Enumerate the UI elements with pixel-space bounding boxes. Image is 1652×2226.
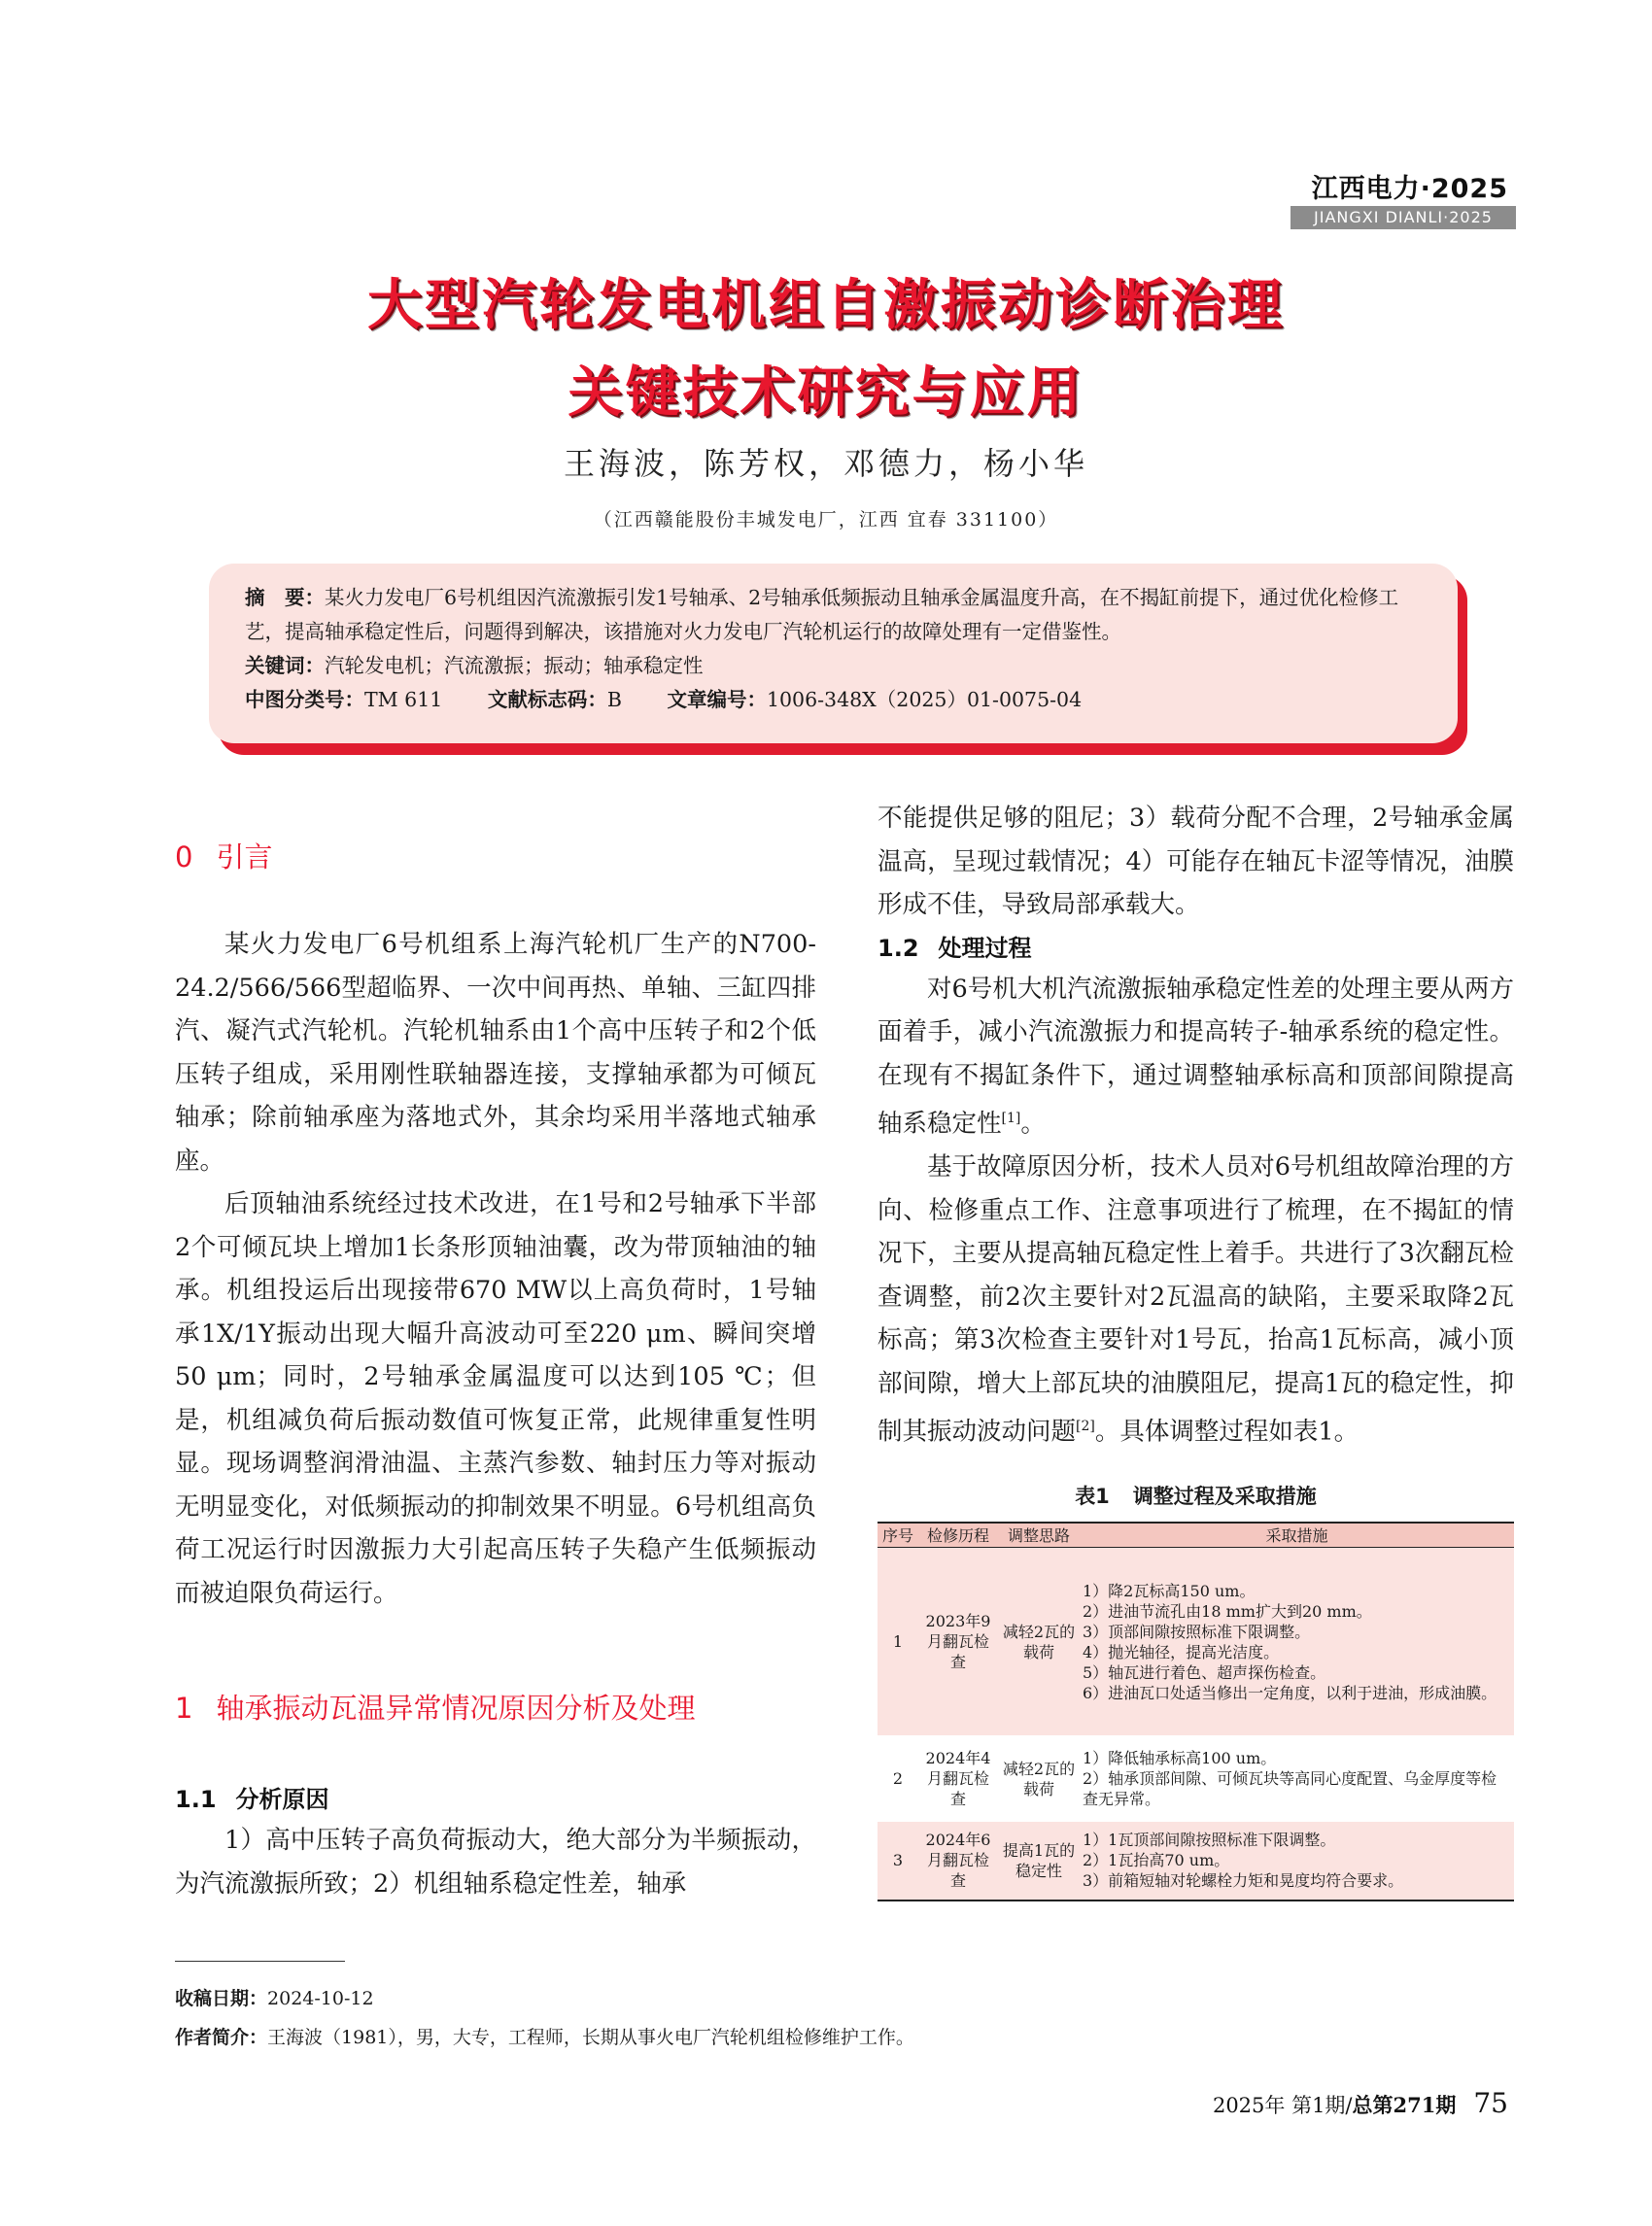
- table-cell-measures: [1080, 1821, 1514, 1901]
- table-cell-history: 2023年9月翻瓦检查: [918, 1548, 998, 1737]
- issue-total: 总第271期: [1352, 2093, 1457, 2117]
- table-cell-no: 3: [878, 1821, 918, 1901]
- doc-code-label: 文献标志码：: [487, 688, 607, 711]
- paragraph: 1）高中压转子高负荷振动大，绝大部分为半频振动，为汽流激振所致；2）机组轴系稳定性差，轴承: [175, 1826, 816, 1899]
- clc-label: 中图分类号：: [245, 688, 364, 711]
- paragraph-text: 基于故障原因分析，技术人员对6号机组故障治理的方向、检修重点工作、注意事项进行了梳理，在不揭缸的情况下，主要从提高轴瓦稳定性上着手。共进行了3次翻瓦检查调整，前2次主要针对2瓦温高的缺陷，主要采取降2瓦标高；第3次检查主要针对1号瓦，抬高1瓦标高，减小顶部间隙，增大上部瓦块的油膜阻尼，提高1瓦的稳定性，抑制其振动波动问题: [878, 1152, 1514, 1447]
- received-value: 2024-10-12: [267, 1988, 374, 2009]
- subsection-title: 处理过程: [938, 934, 1032, 962]
- section-1-1-heading: [175, 1778, 816, 1822]
- subsection-title: 分析原因: [235, 1786, 329, 1813]
- paragraph-text: 对6号机大机汽流激振轴承稳定性差的处理主要从两方面着手，减小汽流激振力和提高转子-轴承系统的稳定性。在现有不揭缸条件下，通过调整轴承标高和顶部间隙提高轴系稳定性: [878, 974, 1514, 1139]
- author-bio-text: 王海波（1981），男，大专，工程师，长期从事火电厂汽轮机组检修维护工作。: [267, 2027, 914, 2048]
- paragraph: 某火力发电厂6号机组系上海汽轮机厂生产的N700-24.2/566/566型超临界、一次中间再热、单轴、三缸四排汽、凝汽式汽轮机。汽轮机轴系由1个高中压转子和2个低压转子组成，采用刚性联轴器连接，支撑轴承都为可倾瓦轴承；除前轴承座为落地式外，其余均采用半落地式轴承座。: [175, 930, 816, 1176]
- section-title: 引言: [216, 840, 273, 873]
- table-header-row: [878, 1523, 1514, 1548]
- section-0-heading-wrap: [175, 836, 816, 879]
- measure-item: 4）抛光轴径，提高光洁度。: [1083, 1642, 1280, 1661]
- section-1-1-text: [175, 1819, 816, 1905]
- abstract-line: [245, 581, 1430, 649]
- classification-line: [245, 683, 1430, 717]
- paragraph: 后顶轴油系统经过技术改进，在1号和2号轴承下半部2个可倾瓦块上增加1长条形顶轴油囊，改为带顶轴油的轴承。机组投运后出现接带670 MW以上高负荷时，1号轴承1X/1Y振动出现大幅升高波动可至220 μm、瞬间突增50 μm；同时，2号轴承金属温度可以达到105 ℃；但是，机组减负荷后振动数值可恢复正常，此规律重复性明显。现场调整润滑油温、主蒸汽参数、轴封压力等对振动无明显变化，对低频振动的抑制效果不明显。6号机组高负荷工况运行时因激振力大引起高压转子失稳产生低频振动而被迫限负荷运行。: [175, 1189, 816, 1608]
- doc-code-value: B: [606, 688, 622, 711]
- table-header: 调整思路: [998, 1523, 1080, 1548]
- table-cell-history: 2024年4月翻瓦检查: [918, 1737, 998, 1821]
- journal-name-en: JIANGXI DIANLI·2025: [1291, 206, 1516, 229]
- measure-item: 1）1瓦顶部间隙按照标准下限调整。: [1083, 1831, 1336, 1850]
- table-cell-measures: [1080, 1737, 1514, 1821]
- abstract-text: 某火力发电厂6号机组因汽流激振引发1号轴承、2号轴承低频振动且轴承金属温度升高，在不揭缸前提下，通过优化检修工艺，提高轴承稳定性后，问题得到解决，该措施对火力发电厂汽轮机运行的故障处理有一定借鉴性。: [245, 586, 1399, 643]
- measure-item: 1）降2瓦标高150 um。: [1083, 1581, 1256, 1600]
- section-number: 0: [175, 840, 193, 873]
- table-row: [878, 1737, 1514, 1821]
- table-header: 检修历程: [918, 1523, 998, 1548]
- measure-item: 2）1瓦抬高70 um。: [1083, 1851, 1230, 1870]
- section-number: 1: [175, 1692, 193, 1725]
- authors: 王海波，陈芳权，邓德力，杨小华: [563, 445, 1088, 482]
- measure-item: 5）轴瓦进行着色、超声探伤检查。: [1083, 1662, 1326, 1682]
- article-title-line2: 关键技术研究与应用: [568, 361, 1084, 425]
- table-cell-no: 1: [878, 1548, 918, 1737]
- measure-item: 6）进油瓦口处适当修出一定角度，以利于进油，形成油膜。: [1083, 1683, 1497, 1702]
- section-1-2-heading: [878, 929, 1514, 968]
- citation-ref: [1]: [1001, 1111, 1021, 1126]
- section-title: 轴承振动瓦温异常情况原因分析及处理: [216, 1692, 696, 1725]
- author-bio: [175, 2023, 914, 2049]
- table-cell-no: 2: [878, 1737, 918, 1821]
- measure-item: 2）轴承顶部间隙、可倾瓦块等高同心度配置、乌金厚度等检查无异常。: [1083, 1769, 1497, 1808]
- table-cell-history: 2024年6月翻瓦检查: [918, 1821, 998, 1901]
- keywords-label: 关键词：: [245, 654, 325, 677]
- measure-item: 2）进油节流孔由18 mm扩大到20 mm。: [1083, 1601, 1372, 1621]
- abstract-label: 摘 要：: [245, 586, 325, 609]
- paragraph: [878, 1146, 1514, 1454]
- paragraph-text: 。具体调整过程如表1。: [1094, 1417, 1359, 1447]
- measure-item: 3）前箱短轴对轮螺栓力矩和晃度均符合要求。: [1083, 1871, 1404, 1891]
- clc-value: TM 611: [364, 688, 443, 711]
- article-no-value: 1006-348X（2025）01-0075-04: [766, 688, 1083, 711]
- paragraph: [878, 968, 1514, 1147]
- measure-item: 3）顶部间隙按照标准下限调整。: [1083, 1622, 1311, 1641]
- page-number: 75: [1473, 2087, 1508, 2119]
- article-title-line1: 大型汽轮发电机组自激振动诊断治理: [367, 274, 1285, 337]
- table-row: [878, 1548, 1514, 1737]
- table-number: 表1: [1075, 1485, 1110, 1508]
- section-0-heading: [175, 836, 816, 879]
- keywords: 汽轮发电机；汽流激振；振动；轴承稳定性: [325, 654, 704, 677]
- table-cell-measures: [1080, 1548, 1514, 1737]
- citation-ref: [2]: [1076, 1419, 1095, 1434]
- paragraph-text: 。: [1020, 1109, 1046, 1139]
- received-label: 收稿日期：: [175, 1988, 268, 2009]
- issue-info: 2025年 第1期/: [1212, 2094, 1353, 2117]
- footnote-rule: [175, 1961, 345, 1962]
- received-date: [175, 1984, 374, 2010]
- subsection-number: 1.1: [175, 1786, 217, 1813]
- abstract-content: [245, 581, 1430, 717]
- section-1-heading-wrap: [175, 1687, 816, 1730]
- right-column-text: [878, 797, 1514, 1454]
- table-header: 序号: [878, 1523, 918, 1548]
- keywords-line: [245, 649, 1430, 683]
- paragraph: 不能提供足够的阻尼；3）载荷分配不合理，2号轴承金属温高，呈现过载情况；4）可能存在轴瓦卡涩等情况，油膜形成不佳，导致局部承载大。: [878, 804, 1514, 919]
- table-header: 采取措施: [1080, 1523, 1514, 1548]
- table-cell-idea: 减轻2瓦的载荷: [998, 1737, 1080, 1821]
- table-title: 调整过程及采取措施: [1132, 1485, 1317, 1508]
- article-no-label: 文章编号：: [667, 688, 767, 711]
- affiliation: （江西赣能股份丰城发电厂，江西 宜春 331100）: [593, 509, 1059, 531]
- table-caption: [878, 1481, 1514, 1510]
- table-cell-idea: 减轻2瓦的载荷: [998, 1548, 1080, 1737]
- author-bio-label: 作者简介：: [175, 2027, 268, 2048]
- table-cell-idea: 提高1瓦的稳定性: [998, 1821, 1080, 1901]
- page-footer: [1213, 2087, 1508, 2119]
- subsection-number: 1.2: [878, 934, 919, 962]
- table-row: [878, 1821, 1514, 1901]
- section-1-heading: [175, 1687, 816, 1730]
- intro-paragraphs: [175, 923, 816, 1615]
- journal-name: 江西电力·2025: [1311, 174, 1508, 204]
- measure-item: 1）降低轴承标高100 um。: [1083, 1749, 1277, 1767]
- adjustment-table: [878, 1522, 1514, 1901]
- section-1-1-wrap: [175, 1778, 816, 1822]
